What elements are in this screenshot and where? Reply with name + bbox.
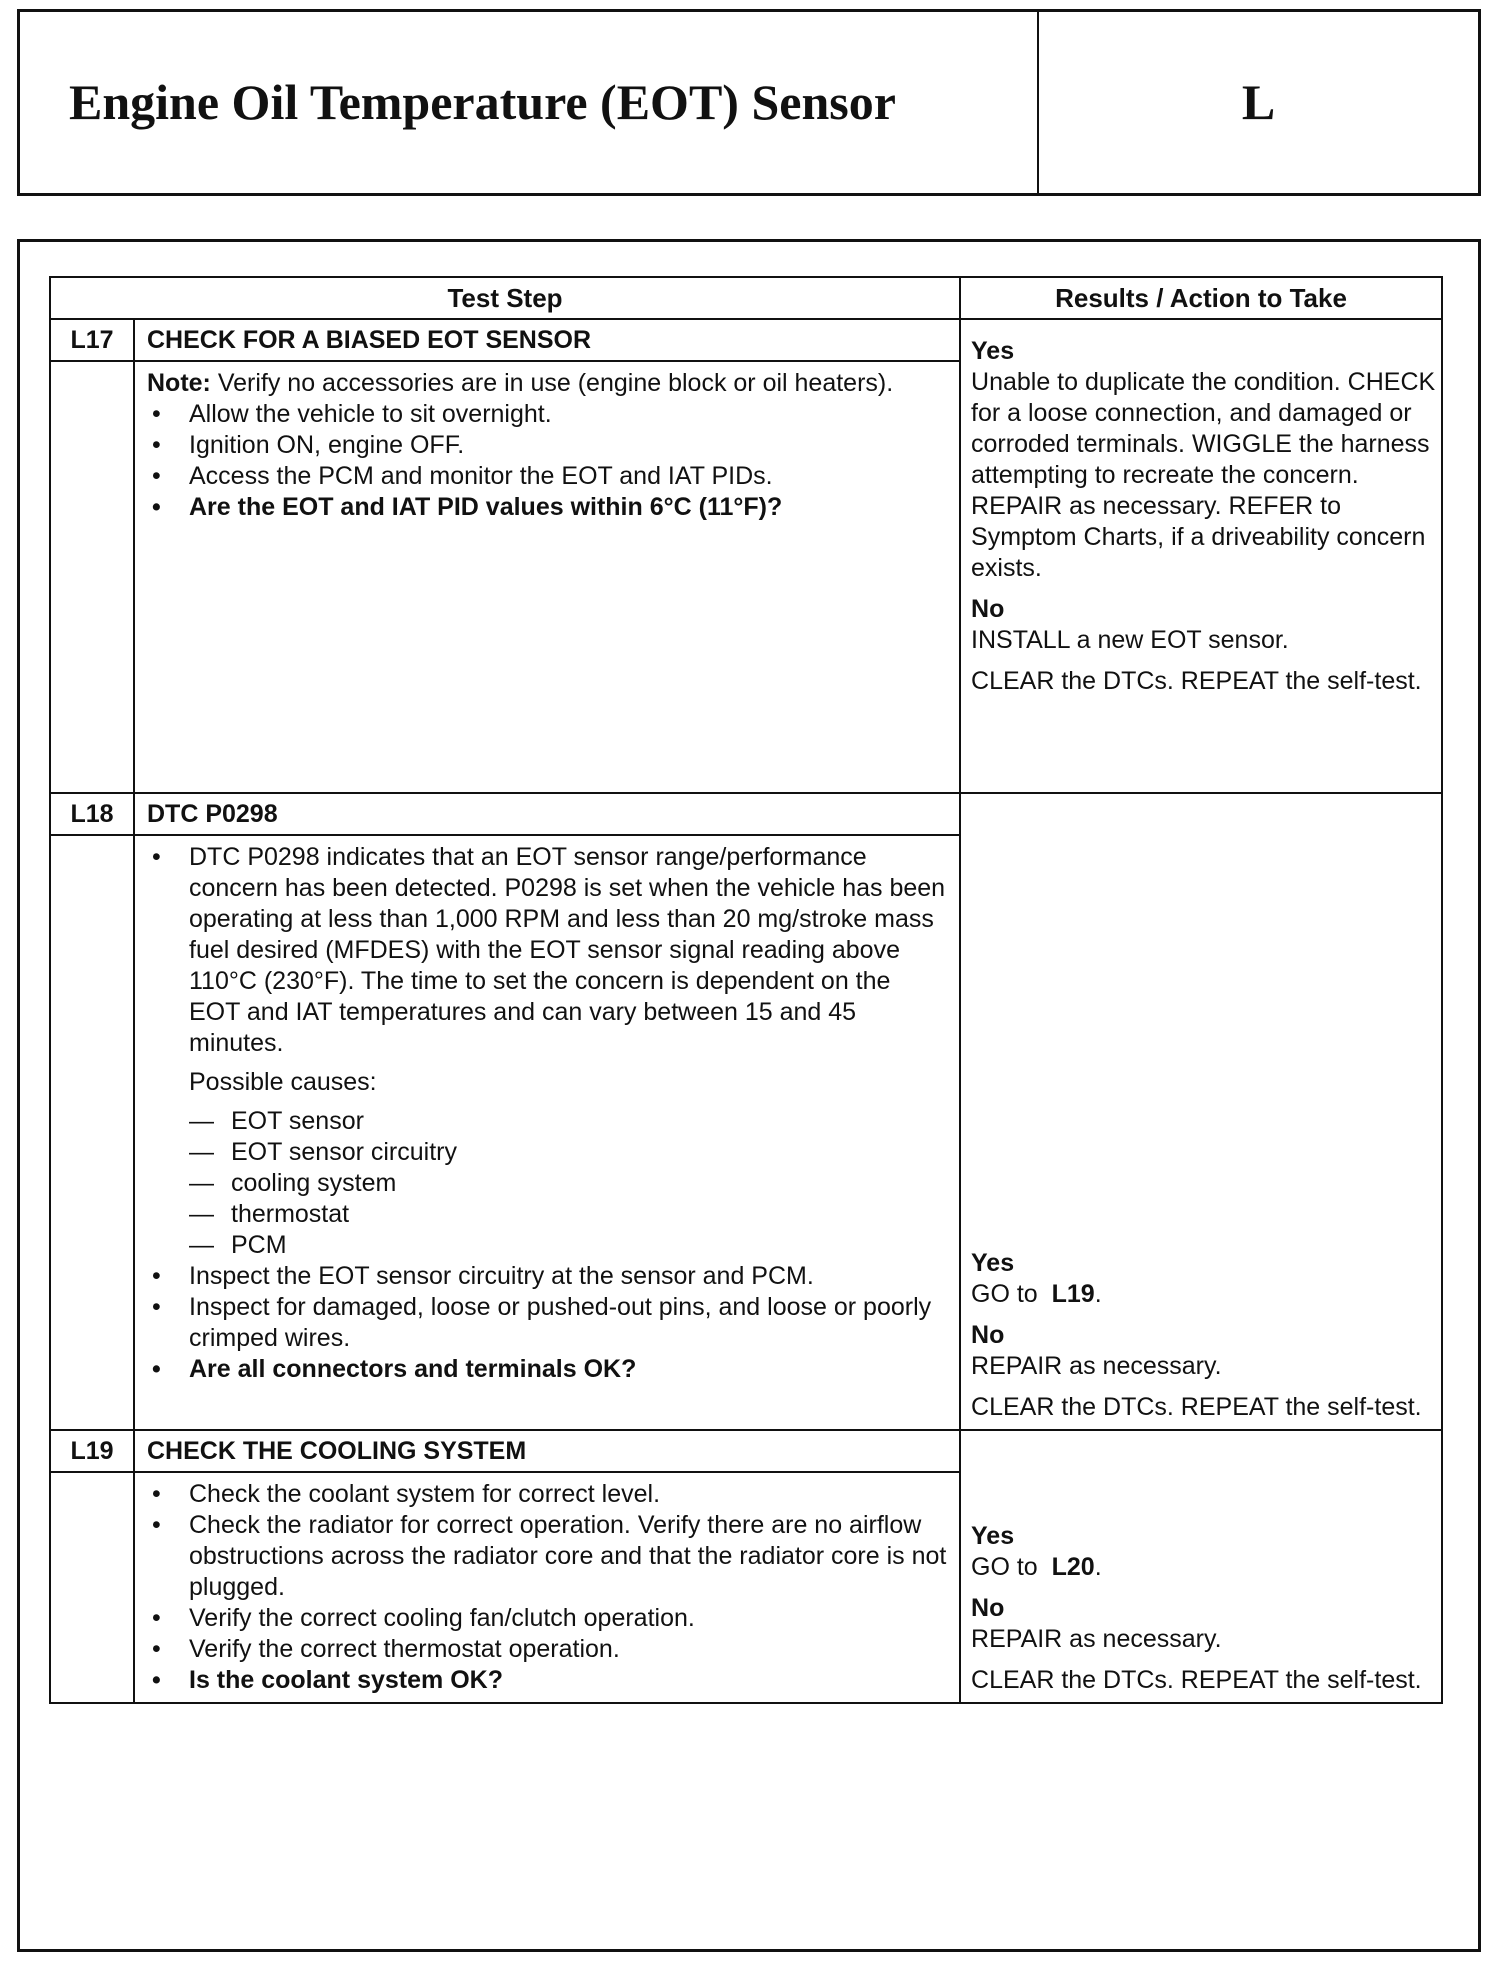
step-question: • Are the EOT and IAT PID values within 6°C (11°F)? [135, 492, 947, 523]
step-question: • Are all connectors and terminals OK? [135, 1354, 947, 1385]
cause-item: — EOT sensor circuitry [135, 1137, 947, 1168]
result-no-text: REPAIR as necessary. [971, 1352, 1222, 1380]
step-bullet: • Verify the correct thermostat operation. [135, 1634, 947, 1665]
step-bullet: • Verify the correct cooling fan/clutch operation. [135, 1603, 947, 1634]
cause-item: — cooling system [135, 1168, 947, 1199]
result-yes-label: Yes [971, 1249, 1015, 1277]
cause-item: — PCM [135, 1230, 947, 1261]
step-id-spacer [50, 361, 134, 793]
result-no-label: No [971, 1321, 1005, 1349]
possible-causes-label: Possible causes: [189, 1068, 377, 1096]
step-title-row [50, 319, 1442, 361]
result-no-text: CLEAR the DTCs. REPEAT the self-test. [971, 1666, 1422, 1694]
step-question: • Is the coolant system OK? [135, 1665, 947, 1696]
result-yes-label: Yes [971, 1522, 1015, 1550]
test-step-table [49, 276, 1443, 1704]
result-yes-text: GO to L19. [971, 1280, 1102, 1308]
step-body [134, 361, 960, 793]
step-results [960, 319, 1442, 793]
result-yes-text: Unable to duplicate the condition. CHECK for a loose connection, and damaged or corroded terminals. WIGGLE the harness attempting to recreate the concern. REPAIR as necessary. REFER to Symptom Charts, if a driveability concern exists. [971, 368, 1436, 582]
section-letter: L [1241, 74, 1276, 130]
step-bullet: • Inspect for damaged, loose or pushed-out pins, and loose or poorly crimped wires. [135, 1292, 947, 1354]
step-id: L19 [50, 1430, 134, 1472]
result-yes-label: Yes [971, 337, 1015, 365]
step-results [960, 1430, 1442, 1703]
column-header-test-step: Test Step [50, 277, 960, 319]
step-note: Note: Verify no accessories are in use (engine block or oil heaters). [147, 369, 894, 397]
step-id-spacer [50, 1472, 134, 1703]
step-bullet: • Access the PCM and monitor the EOT and IAT PIDs. [135, 461, 947, 492]
step-title: CHECK FOR A BIASED EOT SENSOR [134, 319, 960, 361]
step-id-spacer [50, 835, 134, 1430]
step-body [134, 835, 960, 1430]
result-yes-text: GO to L20. [971, 1553, 1102, 1581]
step-results [960, 793, 1442, 1430]
step-bullet: • Check the coolant system for correct level. [135, 1479, 947, 1510]
result-no-text: CLEAR the DTCs. REPEAT the self-test. [971, 667, 1422, 695]
page-header [17, 9, 1481, 196]
step-bullet: • Ignition ON, engine OFF. [135, 430, 947, 461]
page-title: Engine Oil Temperature (EOT) Sensor [20, 12, 1039, 193]
cause-item: — thermostat [135, 1199, 947, 1230]
result-no-text: CLEAR the DTCs. REPEAT the self-test. [971, 1393, 1422, 1421]
step-link: L19 [1051, 1280, 1095, 1308]
result-no-label: No [971, 595, 1005, 623]
step-title-row [50, 793, 1442, 835]
step-body [134, 1472, 960, 1703]
result-no-text: INSTALL a new EOT sensor. [971, 626, 1289, 654]
step-bullet: • Inspect the EOT sensor circuitry at the sensor and PCM. [135, 1261, 947, 1292]
step-bullet: • DTC P0298 indicates that an EOT sensor range/performance concern has been detected. P0298 is set when the vehicle has been operating at less than 1,000 RPM and less than 20 mg/stroke mass fuel desired (MFDES) with the EOT sensor signal reading above 110°C (230°F). The time to set the concern is dependent on the EOT and IAT temperatures and can vary between 15 and 45 minutes. [135, 842, 947, 1059]
step-title-row [50, 1430, 1442, 1472]
table-header-row [50, 277, 1442, 319]
step-link: L20 [1051, 1553, 1095, 1581]
step-bullet: • Check the radiator for correct operation. Verify there are no airflow obstructions across the radiator core and that the radiator core is not plugged. [135, 1510, 947, 1603]
step-bullet: • Allow the vehicle to sit overnight. [135, 399, 947, 430]
column-header-results: Results / Action to Take [960, 277, 1442, 319]
step-title: DTC P0298 [134, 793, 960, 835]
cause-item: — EOT sensor [135, 1106, 947, 1137]
step-id: L18 [50, 793, 134, 835]
result-no-label: No [971, 1594, 1005, 1622]
result-no-text: REPAIR as necessary. [971, 1625, 1222, 1653]
step-title: CHECK THE COOLING SYSTEM [134, 1430, 960, 1472]
step-id: L17 [50, 319, 134, 361]
